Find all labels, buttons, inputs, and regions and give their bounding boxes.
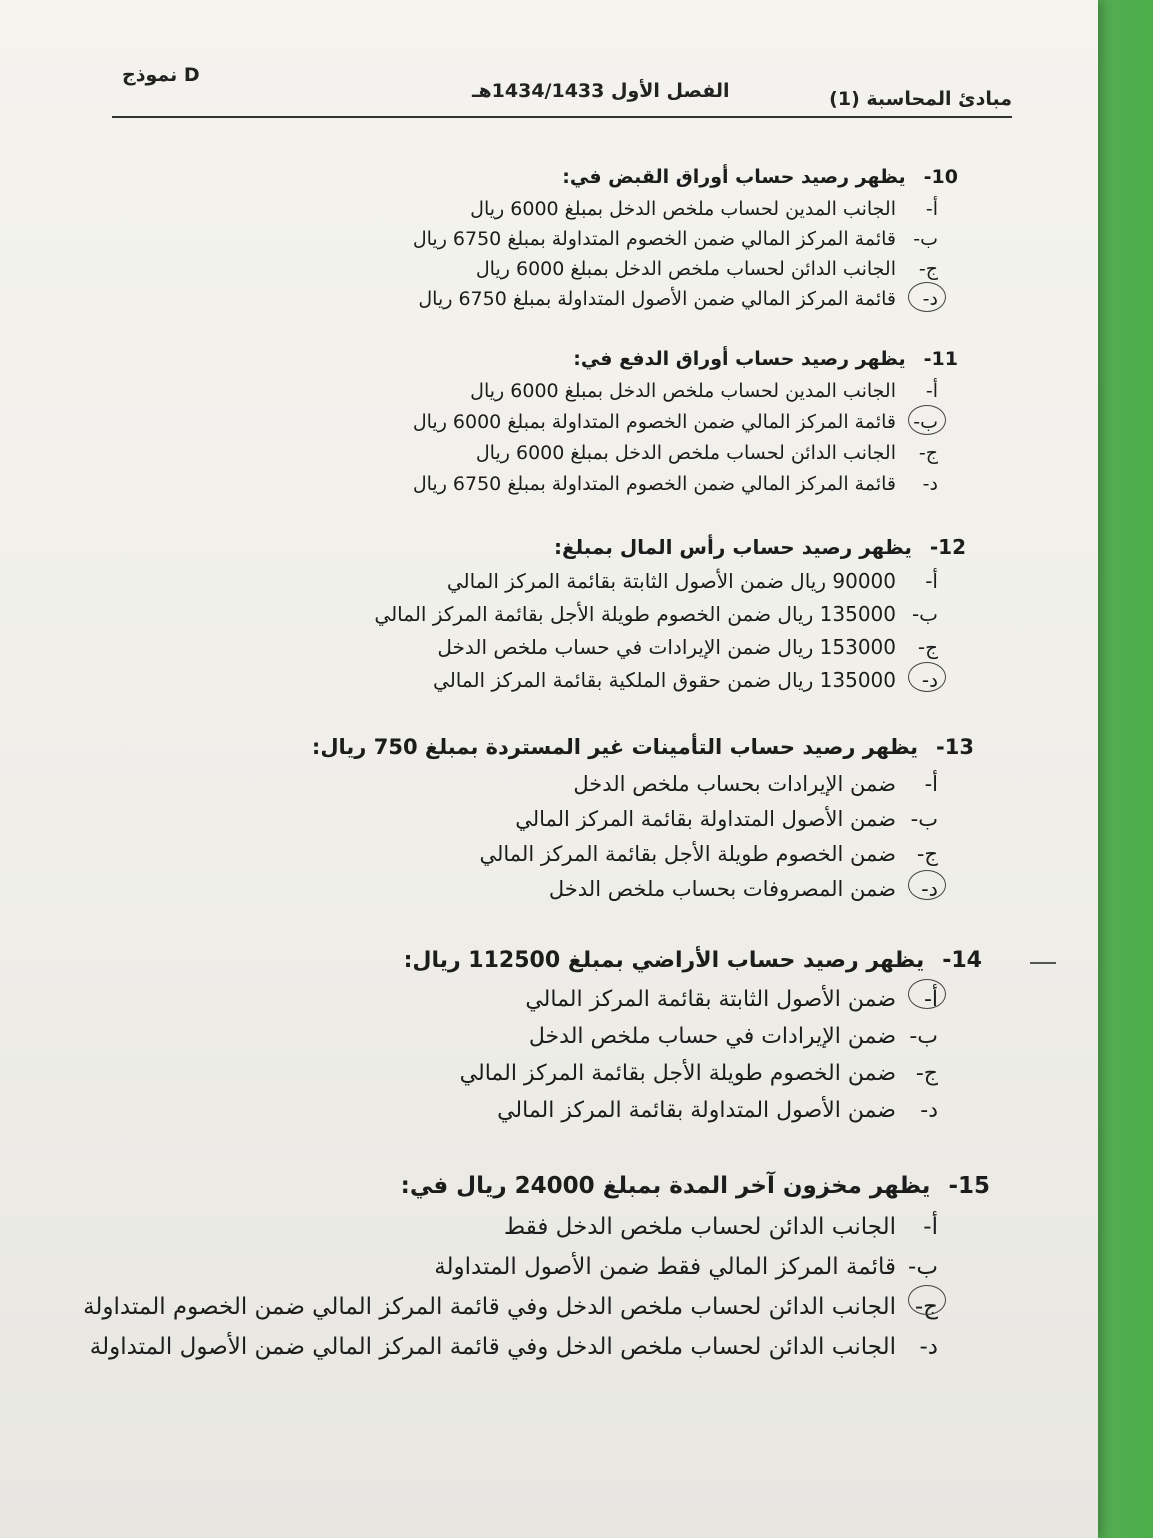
question-title <box>118 1173 990 1199</box>
option-d[interactable] <box>118 664 938 697</box>
option-letter: د- <box>921 668 938 692</box>
question-title <box>118 348 958 370</box>
question-text: يظهر مخزون آخر المدة بمبلغ 24000 ريال في: <box>400 1173 931 1199</box>
option-letter-circled <box>896 872 938 907</box>
question-number: 13- <box>936 735 974 759</box>
option-letter: ج- <box>914 1294 938 1320</box>
option-text: 90000 ريال ضمن الأصول الثابتة بقائمة المركز المالي <box>446 569 896 593</box>
option-text: 153000 ريال ضمن الإيرادات في حساب ملخص الدخل <box>437 635 896 659</box>
option-letter: أ- <box>925 380 938 402</box>
question-15 <box>83 1173 990 1367</box>
question-13 <box>118 735 974 907</box>
option-b[interactable] <box>118 407 938 438</box>
option-d[interactable] <box>118 284 938 314</box>
option-letter-circled <box>896 981 938 1018</box>
option-c[interactable] <box>83 1287 938 1327</box>
option-text: ضمن المصروفات بحساب ملخص الدخل <box>548 877 896 901</box>
option-letter: ج- <box>918 442 938 464</box>
option-b[interactable] <box>118 1247 938 1287</box>
option-c[interactable] <box>118 438 938 469</box>
option-c[interactable] <box>118 631 938 664</box>
option-c[interactable] <box>118 837 938 872</box>
option-letter: د- <box>919 1334 938 1360</box>
pen-mark <box>1030 962 1056 964</box>
option-a[interactable] <box>118 194 938 224</box>
option-d[interactable] <box>118 1092 938 1129</box>
option-text: ضمن الإيرادات بحساب ملخص الدخل <box>573 772 896 796</box>
option-text: ضمن الإيرادات في حساب ملخص الدخل <box>528 1024 896 1049</box>
option-letter: ج- <box>915 1061 938 1086</box>
option-letter: ب- <box>909 1024 938 1049</box>
option-letter: ب- <box>913 411 938 433</box>
option-b[interactable] <box>118 598 938 631</box>
answer-circle-icon <box>908 979 946 1009</box>
option-letter: أ- <box>925 569 938 593</box>
option-text: ضمن الأصول المتداولة بقائمة المركز المالي <box>515 807 896 831</box>
option-d[interactable] <box>118 469 938 500</box>
option-text: قائمة المركز المالي ضمن الخصوم المتداولة بمبلغ 6750 ريال <box>412 473 896 495</box>
option-letter: أ- <box>924 772 938 796</box>
question-11 <box>118 348 958 500</box>
option-letter: ج- <box>916 842 938 866</box>
question-number: 15- <box>948 1173 990 1199</box>
option-a[interactable] <box>118 981 938 1018</box>
question-title <box>118 535 966 559</box>
answer-circle-icon <box>908 662 946 692</box>
question-number: 11- <box>923 348 958 370</box>
option-c[interactable] <box>118 1055 938 1092</box>
question-12 <box>118 535 966 697</box>
option-letter: أ- <box>925 198 938 220</box>
option-letter-circled <box>896 284 938 314</box>
option-letter: ج- <box>918 258 938 280</box>
answer-circle-icon <box>908 405 946 435</box>
option-text: الجانب الدائن لحساب ملخص الدخل وفي قائمة المركز المالي ضمن الخصوم المتداولة <box>83 1294 896 1320</box>
option-a[interactable] <box>118 767 938 802</box>
option-text: قائمة المركز المالي ضمن الخصوم المتداولة بمبلغ 6750 ريال <box>412 228 896 250</box>
option-b[interactable] <box>118 224 938 254</box>
option-letter-circled <box>896 1287 938 1327</box>
option-text: قائمة المركز المالي فقط ضمن الأصول المتداولة <box>434 1254 896 1280</box>
question-10 <box>118 166 958 314</box>
option-text: الجانب الدائن لحساب ملخص الدخل بمبلغ 6000 ريال <box>475 442 896 464</box>
term-label: الفصل الأول 1434/1433هـ <box>472 80 730 102</box>
answer-circle-icon <box>908 870 946 900</box>
option-text: 135000 ريال ضمن الخصوم طويلة الأجل بقائمة المركز المالي <box>374 602 896 626</box>
option-letter-circled <box>896 407 938 438</box>
option-letter: ب- <box>908 1254 938 1280</box>
option-letter: د- <box>921 877 938 901</box>
option-letter: ج- <box>917 635 938 659</box>
option-text: 135000 ريال ضمن حقوق الملكية بقائمة المركز المالي <box>433 668 896 692</box>
question-title <box>118 166 958 188</box>
option-a[interactable] <box>118 565 938 598</box>
option-b[interactable] <box>118 802 938 837</box>
question-text: يظهر رصيد حساب رأس المال بمبلغ: <box>553 535 912 559</box>
page-header <box>112 60 1012 118</box>
option-text: ضمن الخصوم طويلة الأجل بقائمة المركز المالي <box>459 1061 896 1086</box>
question-title <box>118 948 982 973</box>
option-text: الجانب الدائن لحساب ملخص الدخل بمبلغ 6000 ريال <box>475 258 896 280</box>
question-number: 12- <box>929 535 966 559</box>
option-text: ضمن الأصول الثابتة بقائمة المركز المالي <box>525 987 896 1012</box>
option-a[interactable] <box>118 376 938 407</box>
option-text: الجانب الدائن لحساب ملخص الدخل فقط <box>503 1214 896 1240</box>
option-letter: أ- <box>923 987 938 1012</box>
option-text: ضمن الأصول المتداولة بقائمة المركز المالي <box>497 1098 896 1123</box>
option-letter: ب- <box>911 602 938 626</box>
option-letter: ب- <box>913 228 938 250</box>
option-d[interactable] <box>118 872 938 907</box>
question-14 <box>118 948 982 1129</box>
question-text: يظهر رصيد حساب التأمينات غير المستردة بمبلغ 750 ريال: <box>311 735 919 759</box>
option-d[interactable] <box>89 1327 938 1367</box>
course-title: مبادئ المحاسبة (1) <box>829 88 1012 110</box>
form-label: نموذج D <box>122 64 200 86</box>
answer-circle-icon <box>908 1285 946 1315</box>
option-text: الجانب المدين لحساب ملخص الدخل بمبلغ 6000 ريال <box>470 198 896 220</box>
question-title <box>118 735 974 759</box>
answer-circle-icon <box>908 282 946 312</box>
question-text: يظهر رصيد حساب أوراق القبض في: <box>562 166 906 188</box>
option-text: قائمة المركز المالي ضمن الخصوم المتداولة بمبلغ 6000 ريال <box>412 411 896 433</box>
question-number: 10- <box>923 166 958 188</box>
question-text: يظهر رصيد حساب أوراق الدفع في: <box>573 348 906 370</box>
option-letter: أ- <box>923 1214 938 1240</box>
option-text: الجانب الدائن لحساب ملخص الدخل وفي قائمة المركز المالي ضمن الأصول المتداولة <box>89 1334 896 1360</box>
option-a[interactable] <box>118 1207 938 1247</box>
option-letter: ب- <box>910 807 938 831</box>
option-letter: د- <box>922 473 938 495</box>
option-text: ضمن الخصوم طويلة الأجل بقائمة المركز المالي <box>479 842 896 866</box>
option-letter-circled <box>896 664 938 697</box>
option-text: الجانب المدين لحساب ملخص الدخل بمبلغ 6000 ريال <box>470 380 896 402</box>
option-c[interactable] <box>118 254 938 284</box>
option-letter: د- <box>920 1098 938 1123</box>
option-text: قائمة المركز المالي ضمن الأصول المتداولة بمبلغ 6750 ريال <box>418 288 896 310</box>
option-letter: د- <box>922 288 938 310</box>
question-number: 14- <box>942 948 982 973</box>
option-b[interactable] <box>118 1018 938 1055</box>
question-text: يظهر رصيد حساب الأراضي بمبلغ 112500 ريال: <box>403 948 925 973</box>
